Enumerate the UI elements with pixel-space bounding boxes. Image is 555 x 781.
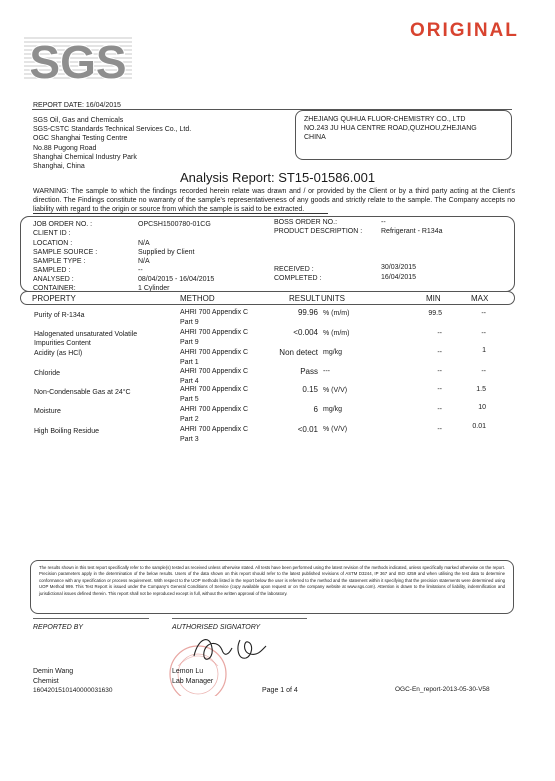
row-min: --	[437, 349, 442, 356]
row-property: Purity of R-134a	[34, 312, 85, 319]
lab-line: Shanghai, China	[33, 163, 85, 171]
reporter-name: Demin Wang	[33, 668, 74, 675]
row-units: % (V/V)	[323, 387, 348, 394]
received-label: RECEIVED :	[274, 266, 314, 273]
sampled-value: --	[138, 267, 143, 274]
row-units: % (V/V)	[323, 426, 348, 433]
row-max: --	[481, 330, 486, 337]
row-max: 1.5	[476, 386, 486, 393]
client-line: ZHEJIANG QUHUA FLUOR-CHEMISTRY CO., LTD	[304, 116, 466, 123]
signature-icon	[188, 626, 278, 672]
header-max: MAX	[471, 294, 489, 303]
sample-source-value: Supplied by Client	[138, 249, 195, 256]
lab-line: No.88 Pugong Road	[33, 144, 97, 152]
sgs-logo	[24, 34, 132, 84]
row-units: ---	[323, 368, 330, 375]
original-stamp: ORIGINAL	[410, 20, 519, 41]
authorised-rule	[172, 618, 307, 619]
received-value: 30/03/2015	[381, 264, 417, 271]
location-value: N/A	[138, 240, 150, 247]
lab-address	[33, 116, 283, 171]
row-property: Moisture	[34, 408, 61, 415]
row-method: AHRI 700 Appendix C	[180, 329, 249, 336]
completed-value: 16/04/2015	[381, 274, 417, 281]
row-result: Non detect	[279, 348, 318, 357]
row-min: 99.5	[428, 310, 442, 317]
disclaimer-box	[30, 560, 514, 614]
row-property: Non-Condensable Gas at 24°C	[34, 389, 131, 396]
signatory-name: Lemon Lu	[172, 668, 204, 675]
sample-type-label: SAMPLE TYPE :	[33, 258, 86, 265]
row-min: --	[437, 368, 442, 375]
client-line: NO.243 JU HUA CENTRE ROAD,QUZHOU,ZHEJIANG	[304, 125, 477, 133]
row-method: AHRI 700 Appendix C	[180, 309, 249, 316]
row-min: --	[437, 426, 442, 433]
reported-by-rule	[33, 618, 149, 619]
row-method: AHRI 700 Appendix C	[180, 426, 249, 433]
row-result: <0.004	[293, 328, 318, 337]
row-method: AHRI 700 Appendix C	[180, 368, 249, 375]
header-min: MIN	[426, 294, 441, 303]
lab-line: OGC Shanghai Testing Centre	[33, 135, 128, 143]
container-label: CONTAINER:	[33, 285, 76, 292]
row-units: mg/kg	[323, 406, 343, 413]
sampled-label: SAMPLED :	[33, 267, 71, 274]
page-number: Page 1 of 4	[262, 687, 298, 694]
boss-order-label: BOSS ORDER NO.:	[274, 219, 338, 226]
report-date: REPORT DATE: 16/04/2015	[33, 102, 121, 109]
authorised-signatory-label: AUTHORISED SIGNATORY	[172, 624, 261, 631]
sample-type-value: N/A	[138, 258, 150, 265]
analysed-label: ANALYSED :	[33, 276, 74, 283]
row-property: Acidity (as HCl)	[34, 350, 83, 357]
warning-underline	[33, 213, 328, 214]
row-method-part: Part 9	[180, 319, 199, 326]
row-method-part: Part 9	[180, 339, 199, 346]
location-label: LOCATION :	[33, 240, 73, 247]
header-result: RESULT	[289, 294, 320, 303]
logo-text: SGS	[29, 36, 127, 84]
completed-label: COMPLETED :	[274, 275, 322, 282]
header-units: UNITS	[321, 294, 345, 303]
product-description-label: PRODUCT DESCRIPTION :	[274, 228, 363, 235]
row-min: --	[437, 386, 442, 393]
row-result: 6	[313, 405, 318, 414]
sgs-logo-graphic	[24, 34, 132, 84]
client-address-box	[295, 110, 512, 160]
lab-line: SGS Oil, Gas and Chemicals	[33, 117, 124, 124]
row-property: Chloride	[34, 370, 61, 377]
row-result: 0.15	[302, 385, 318, 394]
row-units: mg/kg	[323, 349, 343, 356]
form-code: OGC-En_report-2013-05-30-V58	[395, 686, 490, 693]
row-property: High Boiling Residue	[34, 428, 99, 435]
row-method-part: Part 1	[180, 359, 199, 366]
header-method: METHOD	[180, 294, 215, 303]
row-units: % (m/m)	[323, 310, 350, 317]
lab-line: SGS-CSTC Standards Technical Services Co., Ltd.	[33, 126, 192, 134]
row-method: AHRI 700 Appendix C	[180, 386, 249, 393]
analysed-value: 08/04/2015 - 16/04/2015	[138, 276, 215, 283]
sample-source-label: SAMPLE SOURCE :	[33, 249, 98, 256]
row-method: AHRI 700 Appendix C	[180, 349, 249, 356]
client-line: CHINA	[304, 134, 326, 142]
header-property: PROPERTY	[32, 294, 76, 303]
reported-by-label: REPORTED BY	[33, 624, 84, 631]
row-min: --	[437, 330, 442, 337]
row-max: --	[481, 310, 486, 317]
job-order-value: OPCSH1500780-01CG	[138, 221, 211, 228]
row-max: --	[481, 368, 486, 375]
disclaimer-text: The results shown in this test report specifically refer to the sample(s) tested as received unless otherwise stated. All tests have been performed using the latest revision of the methods indicated, unless specifically marked otherwise on the report. Precision parameters apply in the determination of the below results. Users of the data shown on this report should refer to the latest published revisions of ASTM D3244, IP 367 and ISO 4259 and when utilising the test data to determine conformance with any specification or process requirement. With respect to the UOP methods listed in the report below the user is referred to the method and the statement within it specifying that the precision statements were determined using UOP Method 999. This Test Report is issued under the Company's General Conditions of Service (copy available upon request or on the company website at www.sgs.com). Attention is drawn to the limitations of liability, indemnification and jurisdictional issues defined therein. This report shall not be reproduced except in full, without the written approval of the laboratory.	[39, 565, 505, 596]
row-result: <0.01	[297, 425, 318, 434]
row-method-part: Part 5	[180, 396, 199, 403]
row-method: AHRI 700 Appendix C	[180, 406, 249, 413]
row-method-part: Part 4	[180, 378, 199, 385]
warning-text: WARNING: The sample to which the findings recorded herein relate was drawn and / or provided by the Client or by a third party acting at the Client's direction. The Findings constitute no warranty of the sample's representativeness of any goods and strictly relate to the sample. The Company accepts no liability with regard to the origin or source from which the sample is said to be extracted.	[33, 188, 515, 214]
row-method-part: Part 2	[180, 416, 199, 423]
row-property-continued: Impurities Content	[34, 340, 91, 347]
row-min: --	[437, 406, 442, 413]
row-max: 1	[482, 347, 486, 354]
container-value: 1 Cylinder	[138, 285, 170, 292]
row-method-part: Part 3	[180, 436, 199, 443]
reporter-id: 1604201510140000031630	[33, 687, 113, 694]
row-units: % (m/m)	[323, 330, 350, 337]
lab-line: Shanghai Chemical Industry Park	[33, 153, 137, 161]
boss-order-value: --	[381, 219, 386, 226]
reporter-title: Chemist	[33, 678, 59, 685]
product-description-value: Refrigerant - R134a	[381, 228, 443, 235]
row-max: 10	[478, 404, 486, 411]
job-order-label: JOB ORDER NO. :	[33, 221, 93, 228]
row-result: 99.96	[297, 308, 318, 317]
report-title: Analysis Report: ST15-01586.001	[179, 170, 376, 185]
client-id-label: CLIENT ID :	[33, 230, 71, 237]
row-property: Halogenated unsaturated Volatile	[34, 331, 138, 338]
row-result: Pass	[300, 367, 318, 376]
signatory-title: Lab Manager	[172, 678, 214, 685]
row-max: 0.01	[472, 423, 486, 430]
